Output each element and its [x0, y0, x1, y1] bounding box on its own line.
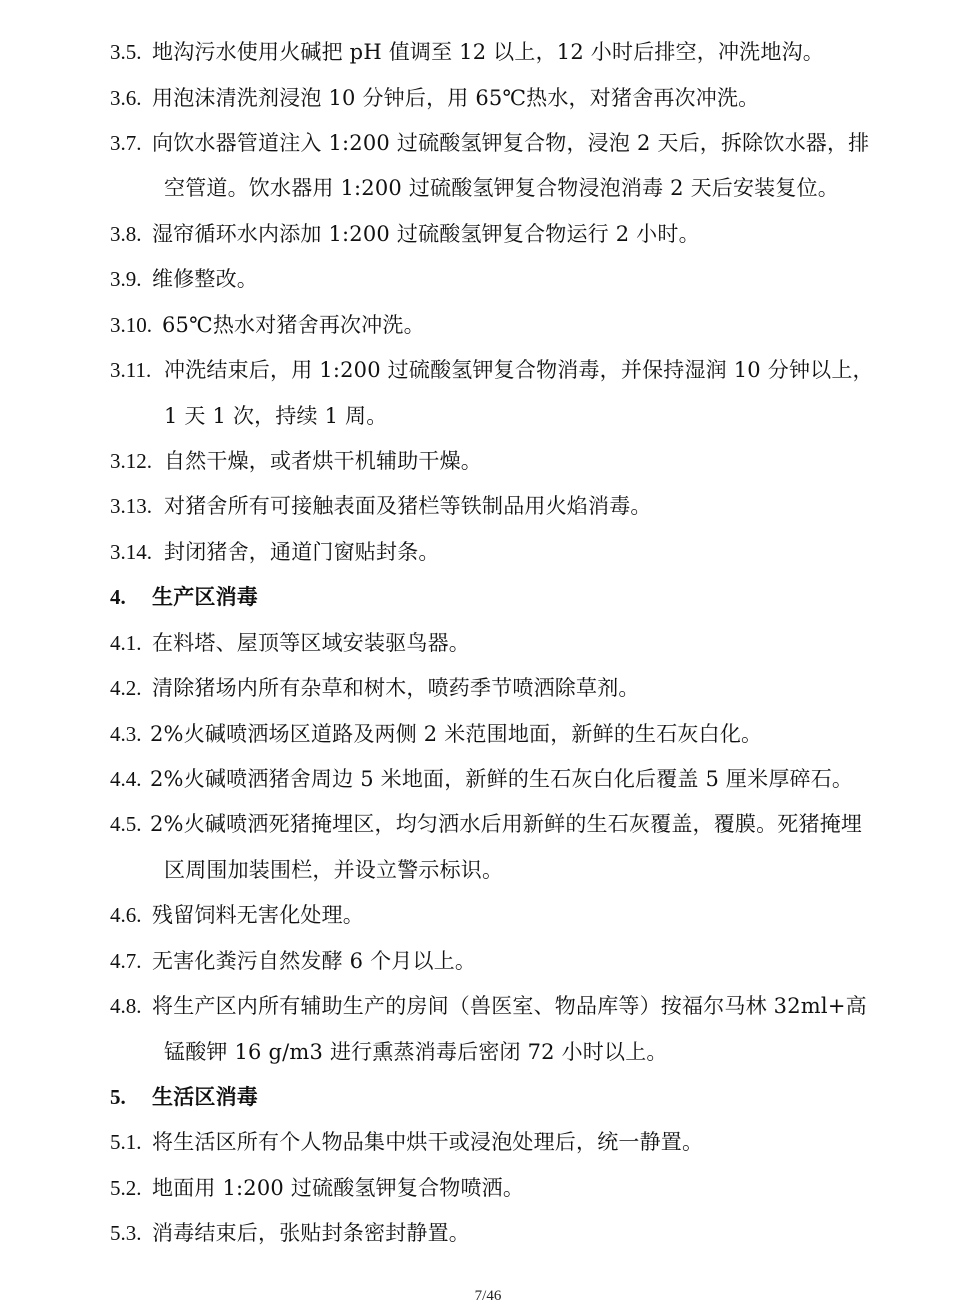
- item-text: 区周围加装围栏，并设立警示标识。: [164, 858, 504, 882]
- list-item-continuation: [0, 854, 976, 886]
- item-number: 4.1.: [110, 631, 142, 655]
- list-item: [0, 990, 976, 1022]
- item-text: 2%火碱喷洒死猪掩埋区，均匀洒水后用新鲜的生石灰覆盖，覆膜。死猪掩埋: [150, 812, 863, 836]
- list-item: [0, 127, 976, 159]
- list-item: [0, 36, 976, 68]
- item-number: 3.9.: [110, 267, 142, 291]
- item-text: 封闭猪舍，通道门窗贴封条。: [164, 540, 440, 564]
- item-number: 3.7.: [110, 131, 142, 155]
- section-heading: [0, 581, 976, 613]
- item-text: 1 天 1 次，持续 1 周。: [164, 404, 388, 428]
- item-text: 残留饲料无害化处理。: [152, 903, 364, 927]
- item-number: 3.14.: [110, 540, 152, 564]
- list-item: [0, 536, 976, 568]
- item-number: 5.2.: [110, 1176, 142, 1200]
- list-item-continuation: [0, 172, 976, 204]
- item-text: 65℃热水对猪舍再次冲洗。: [162, 313, 425, 337]
- item-text: 向饮水器管道注入 1:200 过硫酸氢钾复合物，浸泡 2 天后，拆除饮水器，排: [152, 131, 870, 155]
- list-item: [0, 218, 976, 250]
- item-number: 4.6.: [110, 903, 142, 927]
- list-item: [0, 309, 976, 341]
- section-title: 生活区消毒: [152, 1084, 258, 1109]
- list-item: [0, 1217, 976, 1249]
- item-number: 4.2.: [110, 676, 142, 700]
- item-number: 3.6.: [110, 86, 142, 110]
- list-item: [0, 490, 976, 522]
- list-item: [0, 445, 976, 477]
- item-text: 地沟污水使用火碱把 pH 值调至 12 以上，12 小时后排空，冲洗地沟。: [152, 40, 824, 64]
- item-number: 5.3.: [110, 1221, 142, 1245]
- item-text: 将生产区内所有辅助生产的房间（兽医室、物品库等）按福尔马林 32ml+高: [152, 994, 867, 1018]
- item-text: 地面用 1:200 过硫酸氢钾复合物喷洒。: [152, 1176, 525, 1200]
- item-number: 3.5.: [110, 40, 142, 64]
- item-text: 冲洗结束后，用 1:200 过硫酸氢钾复合物消毒，并保持湿润 10 分钟以上，: [164, 358, 874, 382]
- item-text: 2%火碱喷洒猪舍周边 5 米地面，新鲜的生石灰白化后覆盖 5 厘米厚碎石。: [150, 767, 854, 791]
- list-item: [0, 354, 976, 386]
- section-number: 5.: [110, 1085, 126, 1109]
- item-text: 将生活区所有个人物品集中烘干或浸泡处理后，统一静置。: [152, 1130, 704, 1154]
- list-item: [0, 263, 976, 295]
- item-text: 无害化粪污自然发酵 6 个月以上。: [152, 949, 477, 973]
- item-number: 4.8.: [110, 994, 142, 1018]
- page-number: 7/46: [474, 1288, 502, 1304]
- list-item: [0, 1172, 976, 1204]
- list-item-continuation: [0, 400, 976, 432]
- list-item: [0, 718, 976, 750]
- list-item: [0, 672, 976, 704]
- item-text: 对猪舍所有可接触表面及猪栏等铁制品用火焰消毒。: [164, 494, 652, 518]
- item-number: 3.10.: [110, 313, 152, 337]
- section-title: 生产区消毒: [152, 584, 258, 609]
- item-number: 5.1.: [110, 1130, 142, 1154]
- list-item-continuation: [0, 1036, 976, 1068]
- item-text: 维修整改。: [152, 267, 258, 291]
- item-number: 4.5.: [110, 812, 142, 836]
- item-text: 湿帘循环水内添加 1:200 过硫酸氢钾复合物运行 2 小时。: [152, 222, 700, 246]
- list-item: [0, 808, 976, 840]
- item-text: 锰酸钾 16 g/m3 进行熏蒸消毒后密闭 72 小时以上。: [164, 1040, 668, 1064]
- item-number: 3.13.: [110, 494, 152, 518]
- item-number: 3.11.: [110, 358, 152, 382]
- item-number: 4.7.: [110, 949, 142, 973]
- item-text: 2%火碱喷洒场区道路及两侧 2 米范围地面，新鲜的生石灰白化。: [150, 722, 763, 746]
- item-number: 4.3.: [110, 722, 142, 746]
- item-text: 用泡沫清洗剂浸泡 10 分钟后，用 65℃热水，对猪舍再次冲洗。: [152, 86, 760, 110]
- item-text: 空管道。饮水器用 1:200 过硫酸氢钾复合物浸泡消毒 2 天后安装复位。: [164, 176, 839, 200]
- item-number: 3.8.: [110, 222, 142, 246]
- list-item: [0, 82, 976, 114]
- item-text: 自然干燥，或者烘干机辅助干燥。: [164, 449, 482, 473]
- item-text: 消毒结束后，张贴封条密封静置。: [152, 1221, 470, 1245]
- list-item: [0, 945, 976, 977]
- list-item: [0, 899, 976, 931]
- section-number: 4.: [110, 585, 126, 609]
- item-text: 清除猪场内所有杂草和树木，喷药季节喷洒除草剂。: [152, 676, 640, 700]
- list-item: [0, 763, 976, 795]
- item-number: 4.4.: [110, 767, 142, 791]
- list-item: [0, 1126, 976, 1158]
- list-item: [0, 627, 976, 659]
- section-heading: [0, 1081, 976, 1113]
- item-number: 3.12.: [110, 449, 152, 473]
- item-text: 在料塔、屋顶等区域安装驱鸟器。: [152, 631, 470, 655]
